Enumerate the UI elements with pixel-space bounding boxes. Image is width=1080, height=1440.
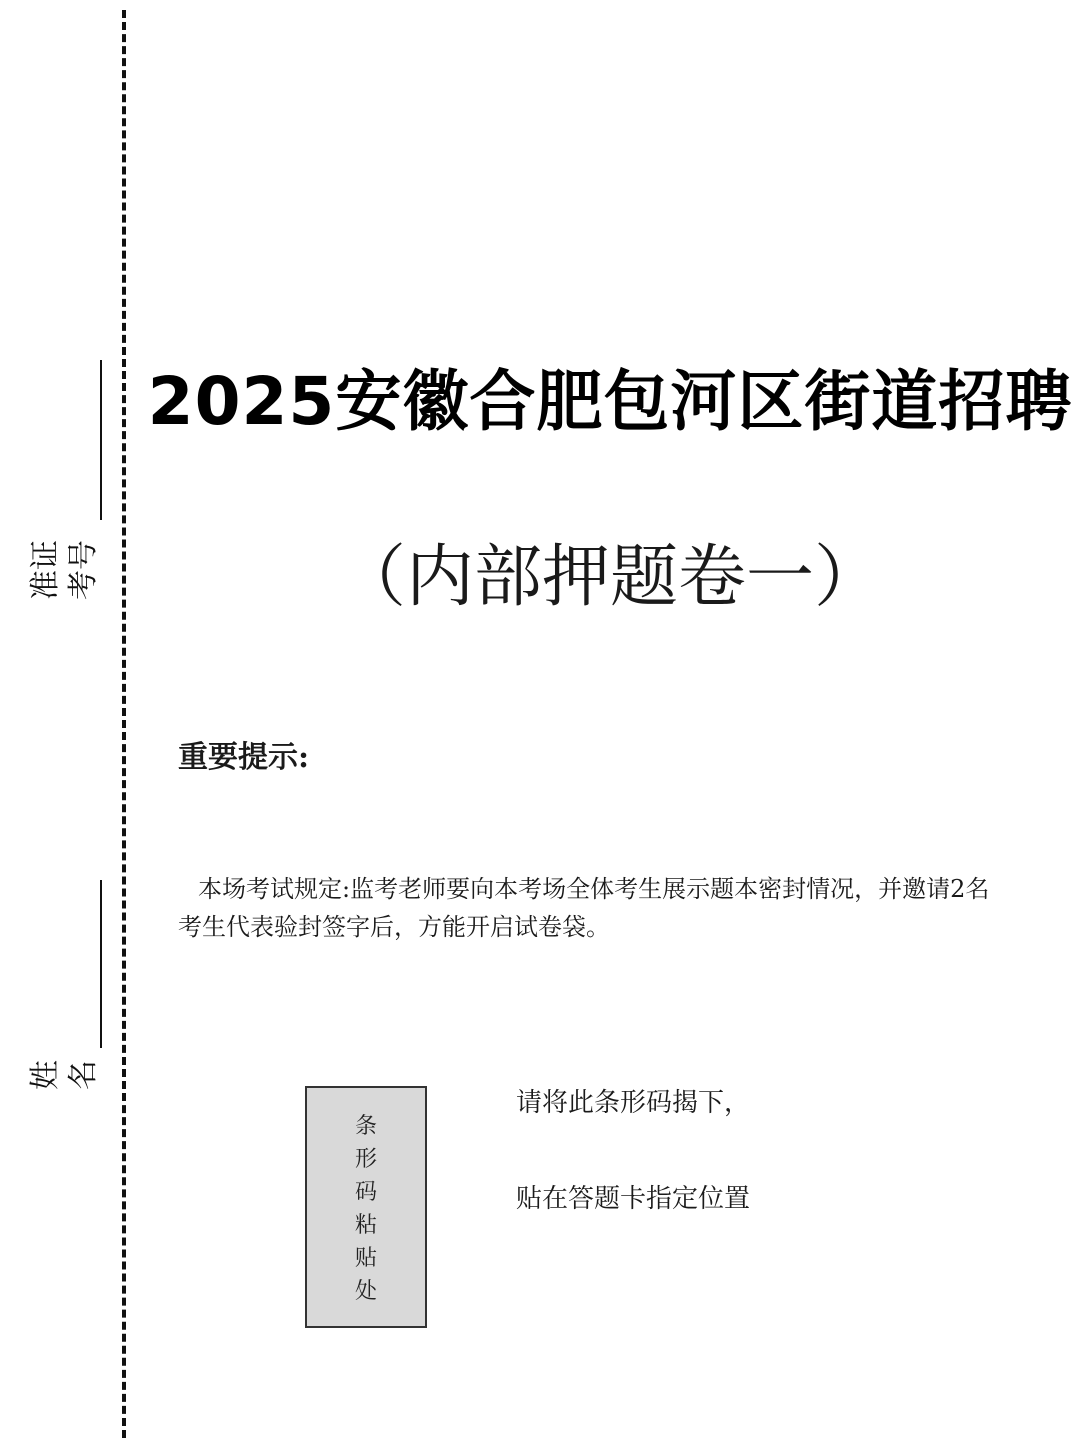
- notice-heading: 重要提示:: [178, 740, 310, 775]
- barcode-box-char: 条: [354, 1114, 377, 1139]
- barcode-box-char: 贴: [354, 1246, 377, 1271]
- notice-line: 考生代表验封签字后，方能开启试卷袋。: [178, 913, 610, 941]
- seal-dashed-line: [122, 10, 126, 1438]
- barcode-instruction-line1: 请将此条形码揭下，: [516, 1088, 751, 1118]
- exam-number-field[interactable]: [100, 360, 102, 520]
- barcode-box-char: 处: [354, 1279, 377, 1304]
- barcode-sticker-area: [305, 1086, 427, 1328]
- exam-number-label-line2: 考号: [66, 540, 101, 600]
- name-label-line2: 名: [66, 1060, 101, 1090]
- exam-number-label-line1: 准证: [28, 540, 63, 600]
- page-title: 2025安徽合肥包河区街道招聘: [147, 363, 1073, 440]
- barcode-instruction-line2: 贴在答题卡指定位置: [516, 1184, 751, 1214]
- page-subtitle: （内部押题卷一）: [337, 538, 882, 617]
- barcode-box-char: 形: [354, 1147, 377, 1172]
- barcode-box-char: 码: [354, 1180, 377, 1205]
- name-label-line1: 姓: [28, 1060, 63, 1090]
- notice-body: [178, 870, 1038, 946]
- barcode-box-char: 粘: [354, 1213, 377, 1238]
- name-field[interactable]: [100, 880, 102, 1048]
- notice-line: 本场考试规定:监考老师要向本考场全体考生展示题本密封情况，并邀请2名: [198, 875, 990, 903]
- barcode-box-label: [307, 1110, 425, 1308]
